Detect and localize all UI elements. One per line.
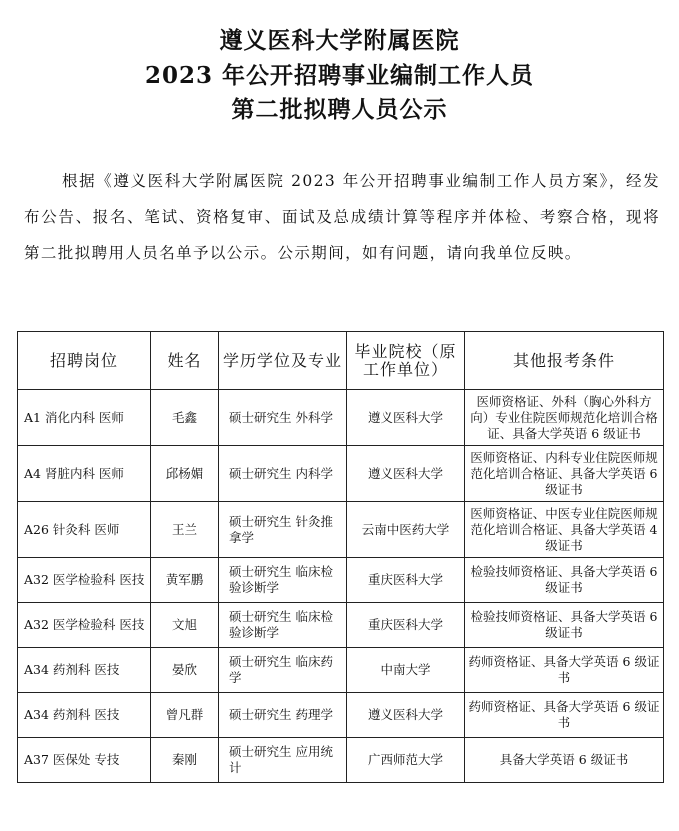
cell-post: A34 药剂科 医技 — [18, 648, 151, 693]
cell-name: 王兰 — [151, 502, 219, 558]
cell-school: 中南大学 — [347, 648, 465, 693]
cell-post: A37 医保处 专技 — [18, 738, 151, 783]
cell-school: 重庆医科大学 — [347, 558, 465, 603]
cell-education: 硕士研究生 针灸推拿学 — [219, 502, 347, 558]
cell-name: 毛鑫 — [151, 390, 219, 446]
table-row — [18, 603, 664, 648]
document-title-line3: 第二批拟聘人员公示 — [231, 96, 448, 123]
cell-school: 重庆医科大学 — [347, 603, 465, 648]
table-row — [18, 558, 664, 603]
cell-school: 遵义医科大学 — [347, 446, 465, 502]
header-other-conditions: 其他报考条件 — [465, 332, 664, 390]
candidate-table — [17, 331, 664, 783]
table-header-row — [18, 332, 664, 390]
cell-other: 药师资格证、具备大学英语 6 级证书 — [465, 693, 664, 738]
cell-other: 医师资格证、中医专业住院医师规范化培训合格证、具备大学英语 4 级证书 — [465, 502, 664, 558]
table-row — [18, 738, 664, 783]
table-row — [18, 648, 664, 693]
table-row — [18, 446, 664, 502]
cell-education: 硕士研究生 临床药学 — [219, 648, 347, 693]
cell-name: 文旭 — [151, 603, 219, 648]
cell-post: A26 针灸科 医师 — [18, 502, 151, 558]
header-name: 姓名 — [151, 332, 219, 390]
cell-name: 黄军鹏 — [151, 558, 219, 603]
cell-name: 邱杨媚 — [151, 446, 219, 502]
cell-school: 广西师范大学 — [347, 738, 465, 783]
cell-post: A32 医学检验科 医技 — [18, 558, 151, 603]
document-title-line2: 2023 年公开招聘事业编制工作人员 — [144, 62, 535, 89]
table-row — [18, 502, 664, 558]
cell-other: 检验技师资格证、具备大学英语 6 级证书 — [465, 603, 664, 648]
intro-paragraph: 根据《遵义医科大学附属医院 2023 年公开招聘事业编制工作人员方案》，经发布公告、报名、笔试、资格复审、面试及总成绩计算等程序并体检、考察合格，现将第二批拟聘用人员名单予以公示。公示期间，如有问题，请向我单位反映。 — [24, 172, 660, 262]
cell-name: 秦刚 — [151, 738, 219, 783]
cell-post: A34 药剂科 医技 — [18, 693, 151, 738]
table-row — [18, 390, 664, 446]
cell-name: 曾凡群 — [151, 693, 219, 738]
cell-other: 具备大学英语 6 级证书 — [465, 738, 664, 783]
cell-post: A1 消化内科 医师 — [18, 390, 151, 446]
cell-name: 晏欣 — [151, 648, 219, 693]
cell-other: 检验技师资格证、具备大学英语 6 级证书 — [465, 558, 664, 603]
cell-education: 硕士研究生 临床检验诊断学 — [219, 603, 347, 648]
cell-education: 硕士研究生 外科学 — [219, 390, 347, 446]
header-education: 学历学位及专业 — [219, 332, 347, 390]
cell-education: 硕士研究生 内科学 — [219, 446, 347, 502]
cell-education: 硕士研究生 临床检验诊断学 — [219, 558, 347, 603]
cell-school: 云南中医药大学 — [347, 502, 465, 558]
header-post: 招聘岗位 — [18, 332, 151, 390]
header-school: 毕业院校（原工作单位） — [347, 332, 465, 390]
document-title-line1: 遵义医科大学附属医院 — [219, 27, 460, 54]
cell-education: 硕士研究生 应用统计 — [219, 738, 347, 783]
cell-post: A4 肾脏内科 医师 — [18, 446, 151, 502]
cell-school: 遵义医科大学 — [347, 693, 465, 738]
cell-other: 医师资格证、外科（胸心外科方向）专业住院医师规范化培训合格证、具备大学英语 6 级证书 — [465, 390, 664, 446]
cell-school: 遵义医科大学 — [347, 390, 465, 446]
cell-education: 硕士研究生 药理学 — [219, 693, 347, 738]
cell-post: A32 医学检验科 医技 — [18, 603, 151, 648]
cell-other: 药师资格证、具备大学英语 6 级证书 — [465, 648, 664, 693]
cell-other: 医师资格证、内科专业住院医师规范化培训合格证、具备大学英语 6 级证书 — [465, 446, 664, 502]
table-row — [18, 693, 664, 738]
